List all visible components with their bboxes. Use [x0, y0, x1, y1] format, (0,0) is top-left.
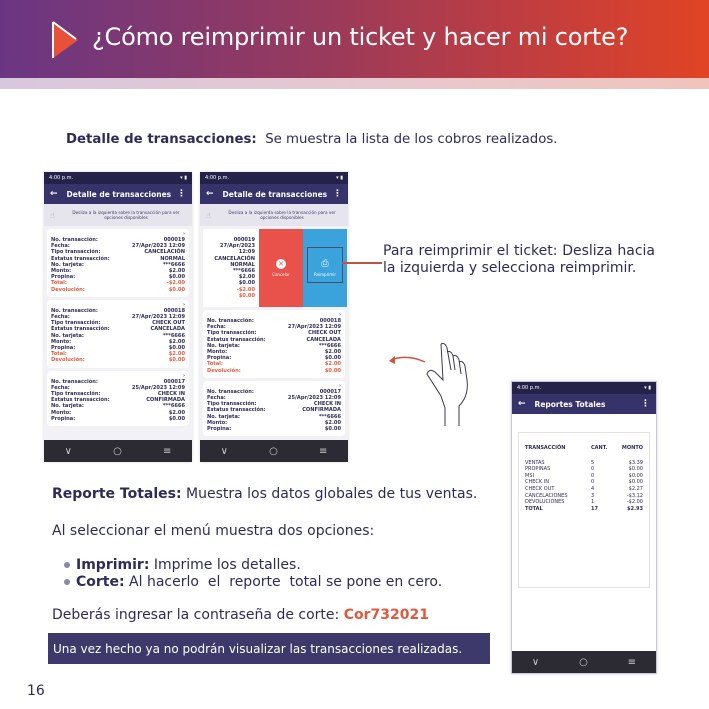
transaction-field: No. transacción: 000018 — [51, 307, 185, 314]
wifi-battery-icon: ▾ ▮ — [180, 175, 187, 181]
transaction-field: Monto: $2.00 — [51, 338, 185, 345]
swipe-hand-icon: ☝ — [50, 210, 55, 220]
nav-bar — [512, 651, 656, 673]
more-icon[interactable]: ⋮ — [641, 399, 650, 409]
transaction-field: Estatus transacción: CANCELADA — [207, 336, 341, 343]
report-table — [518, 432, 650, 588]
transaction-field: Total: $2.00 — [51, 351, 185, 358]
transaction-field: No. tarjeta: ***6666 — [51, 332, 185, 339]
menu-options-text: Al seleccionar el menú muestra dos opciones: — [52, 523, 375, 539]
transaction-field: Devolución: $0.00 — [207, 367, 341, 374]
nav-back-icon[interactable]: ∨ — [64, 445, 72, 457]
reprint-instructions: Para reimprimir el ticket: Desliza hacia la izquierda y selecciona reimprimir. — [383, 243, 655, 276]
transaction-field: Propina: $0.00 — [51, 345, 185, 352]
transaction-field: Fecha: 25/Apr/2023 12:09 — [51, 384, 185, 391]
header-strip — [0, 78, 709, 89]
page-title: ¿Cómo reimprimir un ticket y hacer mi corte? — [92, 23, 629, 51]
report-description: Reporte Totales: Muestra los datos globales de tus ventas. — [52, 486, 478, 502]
nav-bar — [44, 440, 192, 462]
transaction-field: No. tarjeta: ***6666 — [207, 413, 341, 420]
nav-home-icon[interactable]: ○ — [269, 445, 278, 457]
report-row: CANCELACIONES 3 -$3.12 — [525, 492, 643, 499]
transaction-field: Fecha: 27/Apr/2023 12:09 — [51, 243, 185, 250]
report-row: MSI 0 $0.00 — [525, 472, 643, 479]
transaction-field: Tipo transacción: CHECK OUT — [51, 320, 185, 327]
printer-icon: ⎙ — [321, 259, 329, 269]
transaction-field: No. transacción: 000019 — [51, 237, 185, 243]
transaction-field: Fecha: 25/Apr/2023 12:09 — [207, 395, 341, 402]
transaction-field: Estatus transacción: CONFIRMADA — [207, 407, 341, 414]
chevron-right-icon[interactable]: › — [182, 231, 185, 237]
transaction-field: Monto: $2.00 — [51, 268, 185, 275]
app-bar: ← Reportes Totales ⋮ — [512, 394, 656, 414]
swipe-hand-illustration-icon — [385, 340, 480, 430]
nav-menu-icon[interactable]: ≡ — [627, 656, 637, 668]
transaction-field: No. tarjeta: ***6666 — [51, 261, 185, 268]
transaction-field: Propina: $0.00 — [51, 415, 185, 422]
transaction-field: Estatus transacción: CONFIRMADA — [51, 397, 185, 404]
swipe-hint: ☝ Desliza a la izquierda sobre la transacción para ver opciones disponibles — [44, 204, 192, 226]
nav-back-icon[interactable]: ∨ — [220, 445, 228, 457]
close-icon: ✕ — [276, 259, 286, 269]
report-row: TRANSACCIÓN CANT. MONTO — [525, 445, 643, 451]
more-icon[interactable]: ⋮ — [333, 189, 342, 199]
chevron-right-icon[interactable]: › — [338, 312, 341, 318]
phone-transactions — [44, 172, 192, 462]
transaction-field: Total: -$2.00 — [51, 280, 185, 287]
transaction-field: Tipo transacción: CHECK IN — [51, 391, 185, 398]
transaction-field: Tipo transacción: CHECK IN — [207, 401, 341, 408]
transaction-field: Monto: $2.00 — [207, 419, 341, 426]
warning-note: Una vez hecho ya no podrán visualizar las transacciones realizadas. — [48, 633, 490, 664]
chevron-right-icon[interactable]: › — [182, 372, 185, 379]
nav-back-icon[interactable]: ∨ — [531, 656, 540, 668]
more-icon[interactable]: ⋮ — [177, 189, 186, 199]
transaction-card[interactable] — [203, 310, 345, 378]
intro-text: Detalle de transacciones: Se muestra la lista de los cobros realizados. — [66, 132, 558, 147]
wifi-battery-icon: ▾ ▮ — [644, 385, 651, 391]
transaction-field: Propina: $0.00 — [207, 426, 341, 433]
transaction-field: Total: $2.00 — [207, 361, 341, 368]
transaction-field: No. transacción: 000018 — [207, 318, 341, 324]
phone-report-totals — [511, 381, 657, 674]
nav-home-icon[interactable]: ○ — [113, 445, 122, 457]
status-bar: 4:00 p.m. ▾ ▮ — [44, 172, 192, 184]
nav-bar — [200, 440, 348, 462]
chevron-right-icon[interactable]: › — [182, 301, 185, 308]
play-logo-icon — [52, 21, 78, 59]
transaction-card[interactable] — [203, 381, 345, 436]
back-arrow-icon[interactable]: ← — [518, 399, 526, 409]
phone-swipe-actions — [200, 172, 348, 462]
swipe-hint: ☝ Desliza a la izquierda sobre la transacción para ver opciones disponibles — [200, 204, 348, 226]
option-imprimir: Imprimir: Imprime los detalles. — [64, 557, 301, 573]
transaction-field: Tipo transacción: CANCELACIÓN — [51, 249, 185, 256]
report-row: PROPINAS 0 $0.00 — [525, 466, 643, 473]
report-row: VENTAS 5 $3.39 — [525, 459, 643, 466]
app-bar: ← Detalle de transacciones ⋮ — [44, 184, 192, 204]
transaction-field: Estatus transacción: NORMAL — [51, 255, 185, 262]
nav-menu-icon[interactable]: ≡ — [318, 445, 328, 457]
transaction-field: No. tarjeta: ***6666 — [51, 403, 185, 410]
app-bar: ← Detalle de transacciones ⋮ — [200, 184, 348, 204]
transaction-field: Propina: $0.00 — [51, 274, 185, 281]
transaction-field: Devolución: $0.00 — [51, 286, 185, 293]
transaction-field: Monto: $2.00 — [51, 409, 185, 416]
report-row: CHECK OUT 4 $2.27 — [525, 485, 643, 492]
back-arrow-icon[interactable]: ← — [50, 189, 58, 199]
cancel-action-button[interactable]: ✕ Cancelar — [259, 229, 303, 307]
transaction-field: Monto: $2.00 — [207, 349, 341, 356]
transaction-field: Fecha: 27/Apr/2023 12:09 — [51, 314, 185, 321]
transaction-field: No. tarjeta: ***6666 — [207, 342, 341, 349]
report-row: TOTAL 17 $2.93 — [525, 505, 643, 512]
status-bar: 4:00 p.m. ▾ ▮ — [200, 172, 348, 184]
page-number: 16 — [27, 683, 45, 699]
transaction-field: Tipo transacción: CHECK OUT — [207, 330, 341, 337]
swiped-card-values: 000019 27/Apr/2023 12:09 CANCELACIÓN NORMAL ***6666 $2.00 $0.00 -$2.00 $0.00 — [203, 229, 259, 307]
status-bar: 4:00 p.m. ▾ ▮ — [512, 382, 656, 394]
password-value: Cor732021 — [343, 607, 429, 623]
report-row: CHECK IN 0 $0.00 — [525, 479, 643, 486]
password-text: Deberás ingresar la contraseña de corte: Cor732021 — [52, 607, 429, 623]
nav-menu-icon[interactable]: ≡ — [162, 445, 172, 457]
swiped-transaction[interactable] — [203, 229, 345, 307]
transaction-field: Fecha: 27/Apr/2023 12:09 — [207, 324, 341, 331]
wifi-battery-icon: ▾ ▮ — [336, 175, 343, 181]
swipe-hand-icon: ☝ — [206, 210, 211, 220]
transaction-field: No. transacción: 000017 — [207, 388, 341, 395]
reprint-action-button[interactable]: ⎙ Reimprimir — [303, 229, 347, 307]
transaction-field: Estatus transacción: CANCELADA — [51, 326, 185, 333]
report-row: DEVOLUCIONES 1 -$2.00 — [525, 499, 643, 506]
option-corte: Corte: Al hacerlo el reporte total se pone en cero. — [64, 574, 442, 590]
back-arrow-icon[interactable]: ← — [206, 189, 214, 199]
transaction-card[interactable] — [47, 229, 189, 297]
transaction-card[interactable] — [47, 300, 189, 368]
transaction-card[interactable] — [47, 371, 189, 426]
nav-home-icon[interactable]: ○ — [579, 656, 588, 668]
transaction-field: Devolución: $0.00 — [51, 357, 185, 364]
transaction-field: No. transacción: 000017 — [51, 378, 185, 385]
highlight-box — [307, 247, 343, 283]
chevron-right-icon[interactable]: › — [338, 382, 341, 389]
transaction-field: Propina: $0.00 — [207, 355, 341, 362]
callout-line — [342, 262, 382, 264]
